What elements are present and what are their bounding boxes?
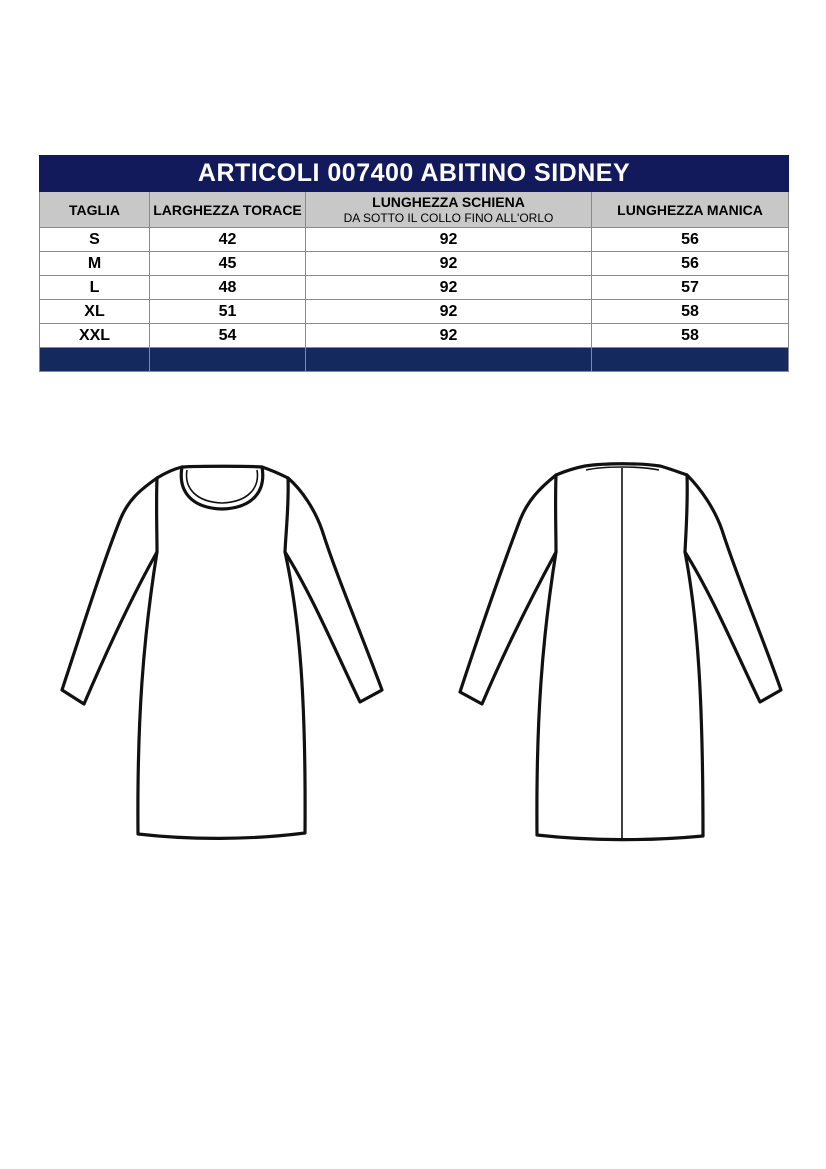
table-row [40,324,789,348]
table-title-row [40,156,789,192]
header-taglia: TAGLIA [40,192,150,228]
cell-chest: 45 [150,252,306,276]
cell-back-length: 92 [306,252,592,276]
footer-cell [40,348,150,372]
cell-back-length: 92 [306,276,592,300]
footer-cell [592,348,789,372]
header-lunghezza-schiena: LUNGHEZZA SCHIENA DA SOTTO IL COLLO FINO ALL'ORLO [306,192,592,228]
dress-front-icon [55,460,390,845]
size-table [39,155,789,372]
table-header-row [40,192,789,228]
cell-size: XXL [40,324,150,348]
footer-cell [306,348,592,372]
table-row [40,252,789,276]
cell-back-length: 92 [306,324,592,348]
table-row [40,300,789,324]
cell-size: L [40,276,150,300]
cell-back-length: 92 [306,228,592,252]
table-row [40,228,789,252]
cell-chest: 54 [150,324,306,348]
table-footer-row [40,348,789,372]
cell-sleeve-length: 58 [592,300,789,324]
table-row [40,276,789,300]
dress-back-icon [453,455,788,845]
footer-cell [150,348,306,372]
cell-sleeve-length: 56 [592,228,789,252]
cell-sleeve-length: 58 [592,324,789,348]
header-lunghezza-manica: LUNGHEZZA MANICA [592,192,789,228]
cell-size: XL [40,300,150,324]
table-title: ARTICOLI 007400 ABITINO SIDNEY [40,156,789,192]
cell-chest: 42 [150,228,306,252]
cell-size: M [40,252,150,276]
header-larghezza-torace: LARGHEZZA TORACE [150,192,306,228]
cell-chest: 48 [150,276,306,300]
cell-sleeve-length: 57 [592,276,789,300]
cell-back-length: 92 [306,300,592,324]
cell-size: S [40,228,150,252]
header-lunghezza-schiena-note: DA SOTTO IL COLLO FINO ALL'ORLO [343,211,554,225]
cell-chest: 51 [150,300,306,324]
cell-sleeve-length: 56 [592,252,789,276]
